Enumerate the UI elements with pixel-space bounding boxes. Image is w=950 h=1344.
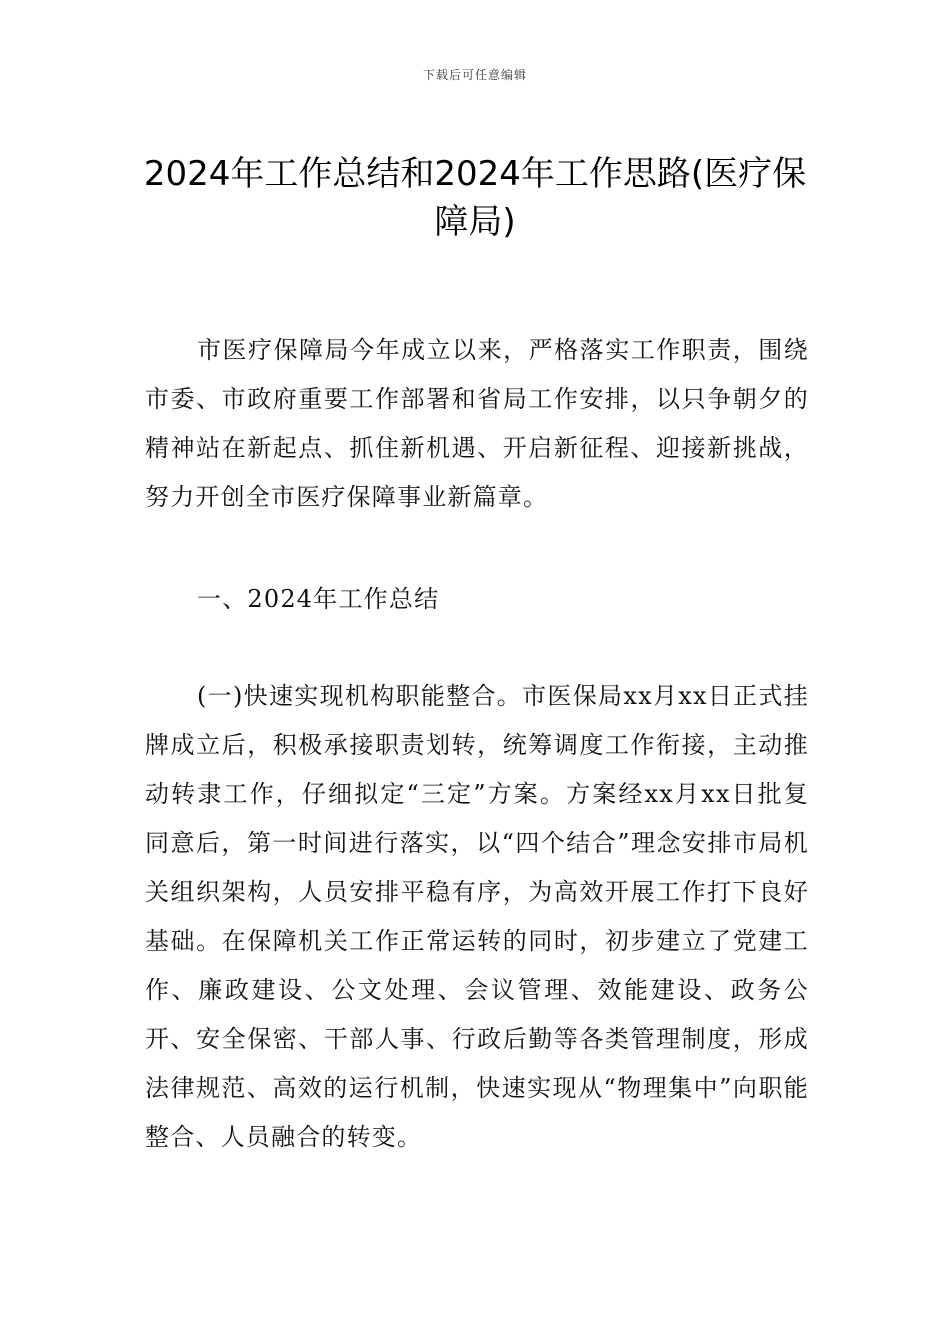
document-title: 2024年工作总结和2024年工作思路(医疗保障局) [143,154,807,242]
header-note: 下载后可任意编辑 [422,68,527,82]
intro-paragraph: 市医疗保障局今年成立以来，严格落实工作职责，围绕市委、市政府重要工作部署和省局工作安排，以只争朝夕的精神站在新起点、抓住新机遇、开启新征程、迎接新挑战，努力开创全市医疗保障事业新篇章。 [145,336,809,511]
section-paragraph: (一)快速实现机构职能整合。市医保局xx月xx日正式挂牌成立后，积极承接职责划转，统筹调度工作衔接，主动推动转隶工作，仔细拟定“三定”方案。方案经xx月xx日批复同意后，第一时间进行落实，以“四个结合”理念安排市局机关组织架构，人员安排平稳有序，为高效开展工作打下良好基础。在保障机关工作正常运转的同时，初步建立了党建工作、廉政建设、公文处理、会议管理、效能建设、政务公开、安全保密、干部人事、行政后勤等各类管理制度，形成法律规范、高效的运行机制，快速实现从“物理集中”向职能整合、人员融合的转变。 [145,682,809,1151]
section-heading: 一、2024年工作总结 [197,585,440,613]
